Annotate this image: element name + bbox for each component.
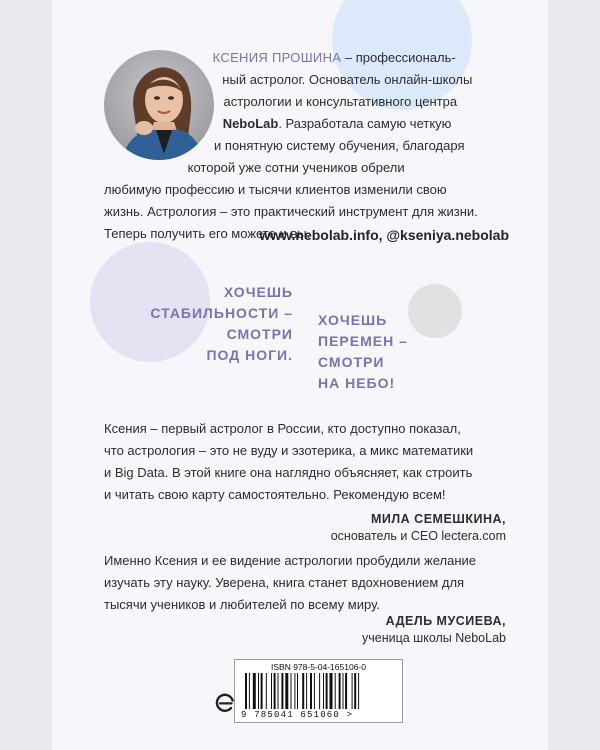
barcode-bar [285,673,288,709]
barcode-bar [249,673,250,709]
quote-line: Ксения – первый астролог в России, кто доступно показал, [104,421,461,436]
barcode-bar [335,673,336,709]
barcode-bar [281,673,283,709]
barcode-bars [245,673,393,709]
isbn-barcode [234,659,403,723]
reviewer-role: ученица школы NeboLab [362,631,506,645]
quote-line: и читать свою карту самостоятельно. Рекомендую всем! [104,487,446,502]
slogan-line: СМОТРИ [226,326,293,342]
barcode-bar [352,673,353,709]
slogan-line: СМОТРИ [318,354,385,370]
bio-text: – профессиональ- [341,50,456,65]
barcode-bar [291,673,292,709]
barcode-bar [261,673,263,709]
barcode-bar [345,673,347,709]
book-back-cover [52,0,548,750]
quote-line: Именно Ксения и ее видение астрологии пробудили желание [104,553,477,568]
slogan-right [318,310,468,394]
isbn-number: ISBN 978-5-04-165106-0 [271,662,366,672]
review-quote-2 [104,550,502,616]
website-link[interactable]: www.nebolab.info, @kseniya.nebolab [259,227,509,243]
author-photo [104,50,214,160]
slogan-line: ПЕРЕМЕН – [318,333,408,349]
review-signature-1 [104,511,506,545]
slogan-line: ХОЧЕШЬ [223,284,293,300]
quote-line: и Big Data. В этой книге она наглядно объясняет, как строить [104,465,473,480]
barcode-bar [343,673,344,709]
bio-text: Теперь получить его можете и вы. [104,226,311,241]
barcode-bar [253,673,256,709]
barcode-bar [319,673,320,709]
barcode-bar [314,673,315,709]
barcode-bar [266,673,267,709]
bio-text: ный астролог. Основатель онлайн-школы [222,72,473,87]
bio-text: любимую профессию и тысячи клиентов изменили свою [104,182,447,197]
barcode-digits: 9 785041 651060 > [241,710,354,720]
review-quote-1 [104,418,502,506]
slogan-line: ХОЧЕШЬ [318,312,388,328]
barcode-bar [339,673,341,709]
bio-text: жизнь. Астрология – это практический инструмент для жизни. [104,204,478,219]
reviewer-role: основатель и CEO lectera.com [330,529,506,543]
barcode-bar [245,673,247,709]
barcode-bar [297,673,298,709]
barcode-bar [271,673,272,709]
reviewer-name: МИЛА СЕМЕШКИНА, [371,512,506,526]
slogan-left [122,282,293,366]
author-name: КСЕНИЯ ПРОШИНА [212,50,342,65]
barcode-bar [306,673,307,709]
barcode-bar [278,673,279,709]
bio-text: и понятную систему обучения, благодаря [214,138,465,153]
slogan-line: ПОД НОГИ. [206,347,293,363]
barcode-bar [274,673,276,709]
barcode-bar [302,673,304,709]
barcode-bar [326,673,328,709]
barcode-bar [330,673,333,709]
bio-text: астрологии и консультативного центра [223,94,458,109]
barcode-bar [258,673,259,709]
slogan-line: СТАБИЛЬНОСТИ – [150,305,293,321]
barcode-bar [358,673,359,709]
bio-text: . Разработала самую четкую [278,116,452,131]
barcode-bar [354,673,356,709]
quote-line: изучать эту науку. Уверена, книга станет вдохновением для [104,575,465,590]
reviewer-name: АДЕЛЬ МУСИЕВА, [385,614,506,628]
author-bio [104,47,502,245]
eksmo-e-logo-icon [214,692,236,714]
review-signature-2 [104,613,506,647]
barcode-bar [323,673,324,709]
brand-name: NeboLab [222,116,279,131]
slogan-line: НА НЕБО! [318,375,396,391]
quote-line: тысячи учеников и любителей по всему миру. [104,597,380,612]
barcode-bar [310,673,312,709]
bio-text: которой уже сотни учеников обрели [187,160,405,175]
barcode-bar [294,673,295,709]
quote-line: что астрология – это не вуду и эзотерика, а микс математики [104,443,474,458]
